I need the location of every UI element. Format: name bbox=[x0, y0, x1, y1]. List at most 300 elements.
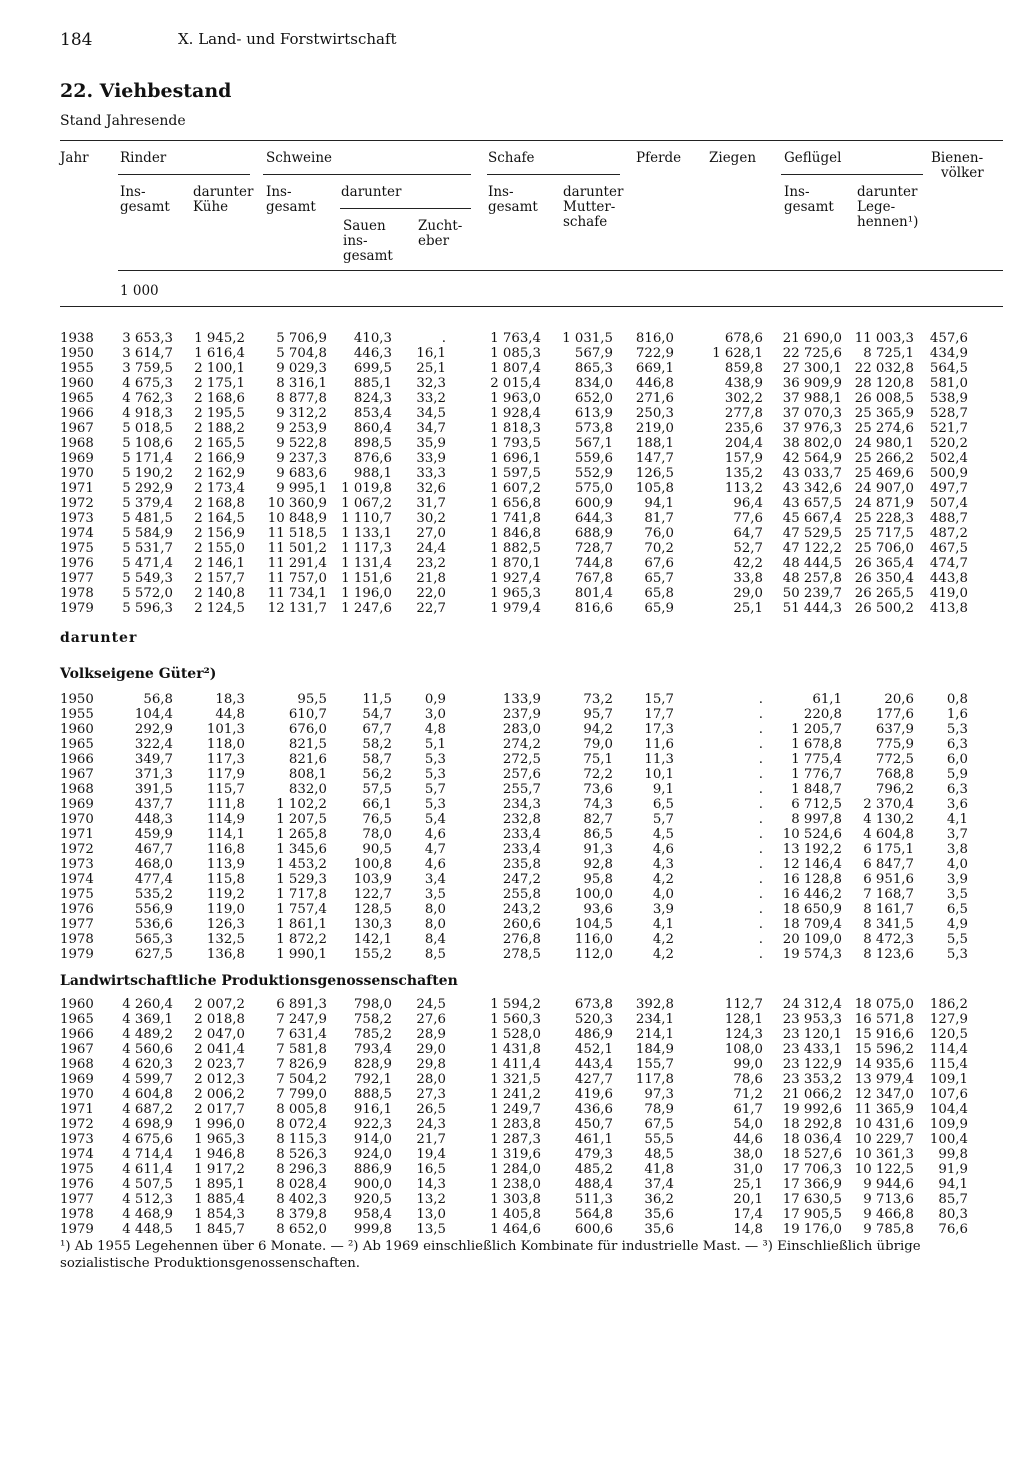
cell-pferde: 184,9 bbox=[635, 1042, 674, 1057]
cell-mutterschafe: 644,3 bbox=[574, 511, 613, 526]
cell-bienenvoelker: 6,3 bbox=[946, 782, 968, 797]
cell-zuchteber: 14,3 bbox=[416, 1177, 446, 1192]
cell-schweine-insgesamt: 8 115,3 bbox=[276, 1132, 327, 1147]
header-kuehe-2: Kühe bbox=[193, 199, 229, 215]
cell-mutterschafe: 816,6 bbox=[574, 601, 613, 616]
cell-pferde: 9,1 bbox=[652, 782, 674, 797]
cell-gefluegel-insgesamt: 17 905,5 bbox=[782, 1207, 842, 1222]
cell-pferde: 78,9 bbox=[644, 1102, 674, 1117]
cell-bienenvoelker: 507,4 bbox=[929, 496, 968, 511]
cell-ziegen: 17,4 bbox=[733, 1207, 763, 1222]
cell-jahr: 1974 bbox=[60, 1147, 94, 1162]
cell-zuchteber: 4,7 bbox=[424, 842, 446, 857]
cell-schweine-insgesamt: 8 072,4 bbox=[276, 1117, 327, 1132]
cell-ziegen: 77,6 bbox=[733, 511, 763, 526]
cell-rinder-insgesamt: 292,9 bbox=[134, 722, 173, 737]
cell-legehennen: 26 500,2 bbox=[854, 601, 914, 616]
cell-schafe-insgesamt: 1 763,4 bbox=[490, 331, 541, 346]
cell-kuehe: 2 018,8 bbox=[194, 1012, 245, 1027]
cell-mutterschafe: 479,3 bbox=[574, 1147, 613, 1162]
cell-ziegen: 29,0 bbox=[733, 586, 763, 601]
cell-gefluegel-insgesamt: 1 678,8 bbox=[791, 737, 842, 752]
cell-sauen: 66,1 bbox=[362, 797, 392, 812]
cell-jahr: 1977 bbox=[60, 917, 94, 932]
cell-gefluegel-insgesamt: 16 128,8 bbox=[782, 872, 842, 887]
cell-schafe-insgesamt: 1 241,2 bbox=[490, 1087, 541, 1102]
cell-gefluegel-insgesamt: 37 988,1 bbox=[782, 391, 842, 406]
cell-jahr: 1970 bbox=[60, 466, 94, 481]
cell-ziegen: . bbox=[758, 767, 763, 782]
cell-pferde: 37,4 bbox=[644, 1177, 674, 1192]
cell-mutterschafe: 95,7 bbox=[583, 707, 613, 722]
cell-pferde: 4,3 bbox=[652, 857, 674, 872]
cell-schweine-insgesamt: 11 734,1 bbox=[267, 586, 327, 601]
cell-mutterschafe: 744,8 bbox=[574, 556, 613, 571]
cell-legehennen: 24 980,1 bbox=[854, 436, 914, 451]
cell-pferde: 70,2 bbox=[644, 541, 674, 556]
cell-legehennen: 11 003,3 bbox=[854, 331, 914, 346]
cell-legehennen: 25 274,6 bbox=[854, 421, 914, 436]
cell-ziegen: 438,9 bbox=[724, 376, 763, 391]
cell-kuehe: 2 006,2 bbox=[194, 1087, 245, 1102]
cell-gefluegel-insgesamt: 23 353,2 bbox=[782, 1072, 842, 1087]
cell-gefluegel-insgesamt: 1 848,7 bbox=[791, 782, 842, 797]
cell-jahr: 1976 bbox=[60, 902, 94, 917]
cell-schweine-insgesamt: 1 757,4 bbox=[276, 902, 327, 917]
cell-legehennen: 772,5 bbox=[875, 752, 914, 767]
cell-schafe-insgesamt: 233,4 bbox=[502, 827, 541, 842]
cell-schweine-insgesamt: 8 316,1 bbox=[276, 376, 327, 391]
cell-pferde: 15,7 bbox=[644, 692, 674, 707]
cell-zuchteber: 3,0 bbox=[424, 707, 446, 722]
cell-zuchteber: 29,8 bbox=[416, 1057, 446, 1072]
cell-kuehe: 1 917,2 bbox=[194, 1162, 245, 1177]
cell-zuchteber: 5,3 bbox=[424, 767, 446, 782]
cell-mutterschafe: 94,2 bbox=[583, 722, 613, 737]
cell-pferde: 41,8 bbox=[644, 1162, 674, 1177]
table-row bbox=[0, 997, 1024, 1012]
cell-pferde: 36,2 bbox=[644, 1192, 674, 1207]
cell-legehennen: 796,2 bbox=[875, 782, 914, 797]
cell-ziegen: . bbox=[758, 752, 763, 767]
cell-kuehe: 2 157,7 bbox=[194, 571, 245, 586]
cell-kuehe: 2 012,3 bbox=[194, 1072, 245, 1087]
header-schweine: Schweine bbox=[266, 150, 333, 166]
cell-rinder-insgesamt: 4 260,4 bbox=[122, 997, 173, 1012]
cell-schafe-insgesamt: 255,8 bbox=[502, 887, 541, 902]
cell-bienenvoelker: 100,4 bbox=[929, 1132, 968, 1147]
cell-pferde: 6,5 bbox=[652, 797, 674, 812]
cell-gefluegel-insgesamt: 36 909,9 bbox=[782, 376, 842, 391]
cell-schweine-insgesamt: 1 990,1 bbox=[276, 947, 327, 962]
table-row bbox=[0, 872, 1024, 887]
cell-schweine-insgesamt: 11 757,0 bbox=[267, 571, 327, 586]
cell-zuchteber: 5,3 bbox=[424, 797, 446, 812]
cell-jahr: 1975 bbox=[60, 887, 94, 902]
cell-sauen: 1 067,2 bbox=[341, 496, 392, 511]
cell-sauen: 860,4 bbox=[353, 421, 392, 436]
cell-jahr: 1950 bbox=[60, 346, 94, 361]
cell-mutterschafe: 485,2 bbox=[574, 1162, 613, 1177]
cell-legehennen: 25 717,5 bbox=[854, 526, 914, 541]
cell-schafe-insgesamt: 1 303,8 bbox=[490, 1192, 541, 1207]
cell-legehennen: 8 161,7 bbox=[863, 902, 914, 917]
cell-bienenvoelker: 3,7 bbox=[946, 827, 968, 842]
cell-schweine-insgesamt: 7 799,0 bbox=[276, 1087, 327, 1102]
cell-zuchteber: 4,6 bbox=[424, 827, 446, 842]
cell-bienenvoelker: 186,2 bbox=[929, 997, 968, 1012]
cell-schweine-insgesamt: 1 345,6 bbox=[276, 842, 327, 857]
cell-kuehe: 119,0 bbox=[206, 902, 245, 917]
cell-schweine-insgesamt: 7 631,4 bbox=[276, 1027, 327, 1042]
cell-kuehe: 2 156,9 bbox=[194, 526, 245, 541]
cell-schafe-insgesamt: 1 963,0 bbox=[490, 391, 541, 406]
cell-schafe-insgesamt: 1 249,7 bbox=[490, 1102, 541, 1117]
cell-schafe-insgesamt: 1 846,8 bbox=[490, 526, 541, 541]
cell-kuehe: 117,9 bbox=[206, 767, 245, 782]
cell-schweine-insgesamt: 9 237,3 bbox=[276, 451, 327, 466]
cell-pferde: 11,3 bbox=[644, 752, 674, 767]
cell-sauen: 792,1 bbox=[353, 1072, 392, 1087]
cell-gefluegel-insgesamt: 1 205,7 bbox=[791, 722, 842, 737]
cell-rinder-insgesamt: 4 687,2 bbox=[122, 1102, 173, 1117]
footnote: ¹) Ab 1955 Legehennen über 6 Monate. — ²) Ab 1969 einschließlich Kombinate für industrielle Mast. — ³) Einschließlich übrige sozialistische Produktionsgenossenschaften. bbox=[60, 1239, 921, 1271]
gefluegel-underline bbox=[781, 174, 923, 175]
cell-zuchteber: 5,3 bbox=[424, 752, 446, 767]
cell-sauen: 1 151,6 bbox=[341, 571, 392, 586]
cell-sauen: 67,7 bbox=[362, 722, 392, 737]
cell-zuchteber: 3,4 bbox=[424, 872, 446, 887]
cell-legehennen: 13 979,4 bbox=[854, 1072, 914, 1087]
cell-schweine-insgesamt: 8 005,8 bbox=[276, 1102, 327, 1117]
cell-mutterschafe: 801,4 bbox=[574, 586, 613, 601]
cell-schafe-insgesamt: 1 979,4 bbox=[490, 601, 541, 616]
cell-gefluegel-insgesamt: 19 574,3 bbox=[782, 947, 842, 962]
cell-sauen: 828,9 bbox=[353, 1057, 392, 1072]
cell-mutterschafe: 767,8 bbox=[574, 571, 613, 586]
cell-mutterschafe: 72,2 bbox=[583, 767, 613, 782]
cell-bienenvoelker: 5,9 bbox=[946, 767, 968, 782]
cell-jahr: 1975 bbox=[60, 541, 94, 556]
cell-bienenvoelker: 3,9 bbox=[946, 872, 968, 887]
cell-bienenvoelker: 467,5 bbox=[929, 541, 968, 556]
cell-rinder-insgesamt: 536,6 bbox=[134, 917, 173, 932]
cell-jahr: 1966 bbox=[60, 752, 94, 767]
cell-mutterschafe: 461,1 bbox=[574, 1132, 613, 1147]
cell-mutterschafe: 559,6 bbox=[574, 451, 613, 466]
cell-gefluegel-insgesamt: 18 527,6 bbox=[782, 1147, 842, 1162]
cell-zuchteber: 5,4 bbox=[424, 812, 446, 827]
cell-mutterschafe: 75,1 bbox=[583, 752, 613, 767]
cell-rinder-insgesamt: 627,5 bbox=[134, 947, 173, 962]
cell-schweine-insgesamt: 9 312,2 bbox=[276, 406, 327, 421]
cell-rinder-insgesamt: 4 512,3 bbox=[122, 1192, 173, 1207]
cell-bienenvoelker: 114,4 bbox=[929, 1042, 968, 1057]
cell-jahr: 1971 bbox=[60, 1102, 94, 1117]
cell-zuchteber: 30,2 bbox=[416, 511, 446, 526]
cell-pferde: 219,0 bbox=[635, 421, 674, 436]
cell-gefluegel-insgesamt: 48 257,8 bbox=[782, 571, 842, 586]
cell-schweine-insgesamt: 1 861,1 bbox=[276, 917, 327, 932]
cell-schafe-insgesamt: 1 405,8 bbox=[490, 1207, 541, 1222]
cell-rinder-insgesamt: 5 481,5 bbox=[122, 511, 173, 526]
table-row bbox=[0, 451, 1024, 466]
cell-rinder-insgesamt: 5 171,4 bbox=[122, 451, 173, 466]
cell-pferde: 67,5 bbox=[644, 1117, 674, 1132]
cell-jahr: 1979 bbox=[60, 1222, 94, 1237]
cell-ziegen: 71,2 bbox=[733, 1087, 763, 1102]
cell-ziegen: 38,0 bbox=[733, 1147, 763, 1162]
cell-zuchteber: 24,5 bbox=[416, 997, 446, 1012]
cell-gefluegel-insgesamt: 37 070,3 bbox=[782, 406, 842, 421]
cell-rinder-insgesamt: 5 292,9 bbox=[122, 481, 173, 496]
header-sauen-3: gesamt bbox=[343, 248, 393, 264]
cell-kuehe: 1 845,7 bbox=[194, 1222, 245, 1237]
cell-gefluegel-insgesamt: 6 712,5 bbox=[791, 797, 842, 812]
cell-mutterschafe: 95,8 bbox=[583, 872, 613, 887]
header-kuehe-1: darunter bbox=[193, 184, 254, 200]
table-row bbox=[0, 1192, 1024, 1207]
cell-bienenvoelker: 76,6 bbox=[938, 1222, 968, 1237]
cell-jahr: 1976 bbox=[60, 556, 94, 571]
cell-pferde: 816,0 bbox=[635, 331, 674, 346]
cell-ziegen: . bbox=[758, 917, 763, 932]
header-bottom-rule bbox=[60, 306, 1003, 307]
cell-legehennen: 6 175,1 bbox=[863, 842, 914, 857]
cell-bienenvoelker: 5,3 bbox=[946, 722, 968, 737]
cell-mutterschafe: 436,6 bbox=[574, 1102, 613, 1117]
cell-pferde: 126,5 bbox=[635, 466, 674, 481]
header-gefluegel: Geflügel bbox=[784, 150, 842, 166]
cell-ziegen: 128,1 bbox=[724, 1012, 763, 1027]
cell-schafe-insgesamt: 2 015,4 bbox=[490, 376, 541, 391]
cell-legehennen: 2 370,4 bbox=[863, 797, 914, 812]
cell-pferde: 669,1 bbox=[635, 361, 674, 376]
cell-gefluegel-insgesamt: 220,8 bbox=[803, 707, 842, 722]
cell-ziegen: 25,1 bbox=[733, 1177, 763, 1192]
cell-schafe-insgesamt: 247,2 bbox=[502, 872, 541, 887]
header-legehennen-2: Lege- bbox=[857, 199, 896, 215]
table-row bbox=[0, 556, 1024, 571]
cell-kuehe: 126,3 bbox=[206, 917, 245, 932]
cell-pferde: 117,8 bbox=[635, 1072, 674, 1087]
cell-gefluegel-insgesamt: 50 239,7 bbox=[782, 586, 842, 601]
cell-gefluegel-insgesamt: 47 122,2 bbox=[782, 541, 842, 556]
cell-gefluegel-insgesamt: 17 706,3 bbox=[782, 1162, 842, 1177]
schweine-darunter-underline bbox=[340, 208, 471, 209]
cell-sauen: 142,1 bbox=[353, 932, 392, 947]
table-row bbox=[0, 1222, 1024, 1237]
cell-legehennen: 9 944,6 bbox=[863, 1177, 914, 1192]
cell-ziegen: . bbox=[758, 692, 763, 707]
cell-rinder-insgesamt: 371,3 bbox=[134, 767, 173, 782]
cell-pferde: 4,1 bbox=[652, 917, 674, 932]
cell-kuehe: 114,9 bbox=[206, 812, 245, 827]
cell-schweine-insgesamt: 1 207,5 bbox=[276, 812, 327, 827]
cell-ziegen: 33,8 bbox=[733, 571, 763, 586]
cell-pferde: 271,6 bbox=[635, 391, 674, 406]
header-mutterschafe-2: Mutter- bbox=[563, 199, 616, 215]
cell-gefluegel-insgesamt: 22 725,6 bbox=[782, 346, 842, 361]
cell-zuchteber: 32,6 bbox=[416, 481, 446, 496]
cell-schweine-insgesamt: 1 453,2 bbox=[276, 857, 327, 872]
cell-kuehe: 2 175,1 bbox=[194, 376, 245, 391]
table-row bbox=[0, 797, 1024, 812]
cell-kuehe: 101,3 bbox=[206, 722, 245, 737]
cell-sauen: 58,2 bbox=[362, 737, 392, 752]
table-row bbox=[0, 722, 1024, 737]
table-row bbox=[0, 1117, 1024, 1132]
cell-pferde: 35,6 bbox=[644, 1222, 674, 1237]
cell-jahr: 1976 bbox=[60, 1177, 94, 1192]
cell-schweine-insgesamt: 8 877,8 bbox=[276, 391, 327, 406]
cell-ziegen: . bbox=[758, 872, 763, 887]
cell-zuchteber: 5,7 bbox=[424, 782, 446, 797]
cell-ziegen: 204,4 bbox=[724, 436, 763, 451]
page-number: 184 bbox=[60, 30, 93, 50]
cell-pferde: 4,2 bbox=[652, 872, 674, 887]
cell-kuehe: 1 854,3 bbox=[194, 1207, 245, 1222]
cell-zuchteber: 4,8 bbox=[424, 722, 446, 737]
cell-schafe-insgesamt: 1 594,2 bbox=[490, 997, 541, 1012]
cell-gefluegel-insgesamt: 21 066,2 bbox=[782, 1087, 842, 1102]
cell-zuchteber: 8,5 bbox=[424, 947, 446, 962]
section-label: Landwirtschaftliche Produktionsgenossenschaften bbox=[60, 973, 458, 989]
cell-schafe-insgesamt: 235,8 bbox=[502, 857, 541, 872]
cell-mutterschafe: 419,6 bbox=[574, 1087, 613, 1102]
cell-mutterschafe: 443,4 bbox=[574, 1057, 613, 1072]
cell-pferde: 35,6 bbox=[644, 1207, 674, 1222]
cell-schafe-insgesamt: 272,5 bbox=[502, 752, 541, 767]
cell-sauen: 885,1 bbox=[353, 376, 392, 391]
cell-schafe-insgesamt: 1 287,3 bbox=[490, 1132, 541, 1147]
cell-gefluegel-insgesamt: 24 312,4 bbox=[782, 997, 842, 1012]
cell-rinder-insgesamt: 535,2 bbox=[134, 887, 173, 902]
cell-rinder-insgesamt: 104,4 bbox=[134, 707, 173, 722]
darunter-label: darunter bbox=[60, 630, 138, 646]
cell-kuehe: 1 895,1 bbox=[194, 1177, 245, 1192]
cell-jahr: 1965 bbox=[60, 1012, 94, 1027]
cell-pferde: 4,0 bbox=[652, 887, 674, 902]
cell-zuchteber: 4,6 bbox=[424, 857, 446, 872]
cell-schweine-insgesamt: 832,0 bbox=[288, 782, 327, 797]
cell-bienenvoelker: 94,1 bbox=[938, 1177, 968, 1192]
cell-zuchteber: 21,7 bbox=[416, 1132, 446, 1147]
cell-mutterschafe: 488,4 bbox=[574, 1177, 613, 1192]
table-row bbox=[0, 481, 1024, 496]
cell-pferde: 81,7 bbox=[644, 511, 674, 526]
cell-ziegen: 859,8 bbox=[724, 361, 763, 376]
cell-bienenvoelker: 99,8 bbox=[938, 1147, 968, 1162]
header-schweine-insgesamt-1: Ins- bbox=[266, 184, 292, 200]
cell-rinder-insgesamt: 468,0 bbox=[134, 857, 173, 872]
cell-gefluegel-insgesamt: 51 444,3 bbox=[782, 601, 842, 616]
cell-kuehe: 2 041,4 bbox=[194, 1042, 245, 1057]
cell-kuehe: 116,8 bbox=[206, 842, 245, 857]
cell-bienenvoelker: 500,9 bbox=[929, 466, 968, 481]
table-row bbox=[0, 812, 1024, 827]
cell-legehennen: 177,6 bbox=[875, 707, 914, 722]
cell-rinder-insgesamt: 565,3 bbox=[134, 932, 173, 947]
cell-jahr: 1960 bbox=[60, 722, 94, 737]
cell-ziegen: 42,2 bbox=[733, 556, 763, 571]
cell-gefluegel-insgesamt: 17 366,9 bbox=[782, 1177, 842, 1192]
cell-bienenvoelker: 109,9 bbox=[929, 1117, 968, 1132]
cell-zuchteber: 34,7 bbox=[416, 421, 446, 436]
cell-schweine-insgesamt: 1 265,8 bbox=[276, 827, 327, 842]
cell-ziegen: 54,0 bbox=[733, 1117, 763, 1132]
cell-zuchteber: 8,4 bbox=[424, 932, 446, 947]
cell-kuehe: 2 047,0 bbox=[194, 1027, 245, 1042]
cell-jahr: 1960 bbox=[60, 997, 94, 1012]
header-mutterschafe-1: darunter bbox=[563, 184, 624, 200]
cell-schweine-insgesamt: 8 526,3 bbox=[276, 1147, 327, 1162]
cell-gefluegel-insgesamt: 17 630,5 bbox=[782, 1192, 842, 1207]
cell-gefluegel-insgesamt: 18 036,4 bbox=[782, 1132, 842, 1147]
table-row bbox=[0, 511, 1024, 526]
cell-bienenvoelker: 528,7 bbox=[929, 406, 968, 421]
cell-legehennen: 8 123,6 bbox=[863, 947, 914, 962]
cell-mutterschafe: 575,0 bbox=[574, 481, 613, 496]
cell-schafe-insgesamt: 255,7 bbox=[502, 782, 541, 797]
cell-legehennen: 15 916,6 bbox=[854, 1027, 914, 1042]
cell-gefluegel-insgesamt: 23 120,1 bbox=[782, 1027, 842, 1042]
cell-ziegen: 96,4 bbox=[733, 496, 763, 511]
cell-bienenvoelker: 443,8 bbox=[929, 571, 968, 586]
cell-jahr: 1969 bbox=[60, 797, 94, 812]
cell-schafe-insgesamt: 260,6 bbox=[502, 917, 541, 932]
cell-sauen: 130,3 bbox=[353, 917, 392, 932]
cell-schweine-insgesamt: 7 504,2 bbox=[276, 1072, 327, 1087]
cell-mutterschafe: 92,8 bbox=[583, 857, 613, 872]
cell-rinder-insgesamt: 56,8 bbox=[143, 692, 173, 707]
cell-bienenvoelker: 4,1 bbox=[946, 812, 968, 827]
cell-pferde: 155,7 bbox=[635, 1057, 674, 1072]
running-head: X. Land- und Forstwirtschaft bbox=[178, 30, 397, 48]
cell-jahr: 1978 bbox=[60, 1207, 94, 1222]
cell-ziegen: 235,6 bbox=[724, 421, 763, 436]
cell-jahr: 1977 bbox=[60, 571, 94, 586]
cell-gefluegel-insgesamt: 20 109,0 bbox=[782, 932, 842, 947]
cell-pferde: 147,7 bbox=[635, 451, 674, 466]
cell-ziegen: . bbox=[758, 902, 763, 917]
cell-schweine-insgesamt: 9 029,3 bbox=[276, 361, 327, 376]
cell-schweine-insgesamt: 10 360,9 bbox=[267, 496, 327, 511]
cell-schweine-insgesamt: 7 826,9 bbox=[276, 1057, 327, 1072]
table-row bbox=[0, 1072, 1024, 1087]
header-sauen-2: ins- bbox=[343, 233, 368, 249]
table-row bbox=[0, 917, 1024, 932]
cell-schweine-insgesamt: 9 683,6 bbox=[276, 466, 327, 481]
cell-schafe-insgesamt: 257,6 bbox=[502, 767, 541, 782]
cell-mutterschafe: 673,8 bbox=[574, 997, 613, 1012]
cell-jahr: 1960 bbox=[60, 376, 94, 391]
cell-sauen: 793,4 bbox=[353, 1042, 392, 1057]
cell-legehennen: 24 907,0 bbox=[854, 481, 914, 496]
cell-schafe-insgesamt: 1 927,4 bbox=[490, 571, 541, 586]
cell-jahr: 1974 bbox=[60, 526, 94, 541]
cell-rinder-insgesamt: 3 614,7 bbox=[122, 346, 173, 361]
cell-kuehe: 113,9 bbox=[206, 857, 245, 872]
cell-mutterschafe: 652,0 bbox=[574, 391, 613, 406]
cell-kuehe: 119,2 bbox=[206, 887, 245, 902]
header-unit: 1 000 bbox=[120, 283, 159, 299]
cell-sauen: 999,8 bbox=[353, 1222, 392, 1237]
cell-kuehe: 2 007,2 bbox=[194, 997, 245, 1012]
cell-mutterschafe: 112,0 bbox=[574, 947, 613, 962]
cell-bienenvoelker: 6,3 bbox=[946, 737, 968, 752]
cell-jahr: 1968 bbox=[60, 782, 94, 797]
